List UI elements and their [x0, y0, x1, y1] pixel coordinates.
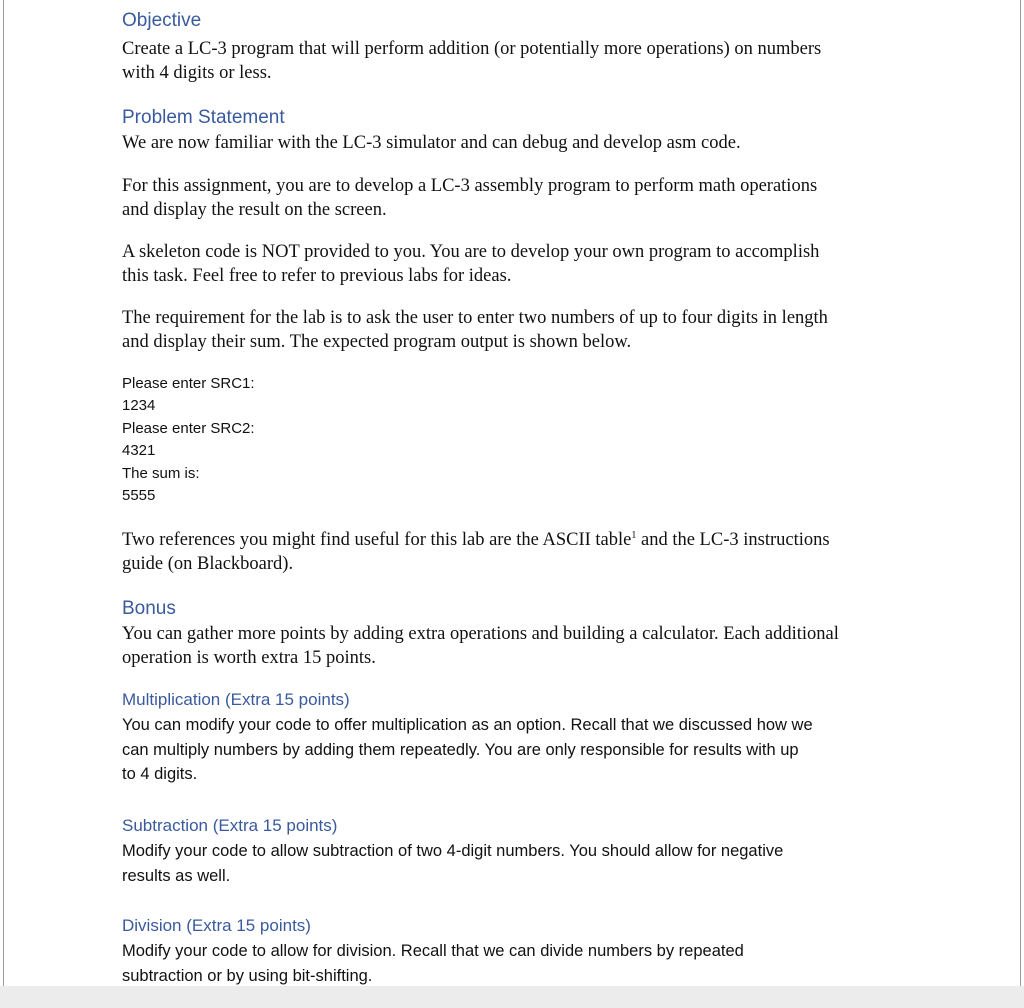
objective-line-1: Create a LC-3 program that will perform addition (or potentially more operations) on numbers — [122, 39, 822, 59]
multiplication-line-1: You can modify your code to offer multiplication as an option. Recall that we discussed how we — [122, 716, 813, 734]
problem-paragraph-1 — [122, 131, 912, 155]
references-paragraph — [122, 528, 912, 576]
bonus-line-2: operation is worth extra 15 points. — [122, 648, 376, 668]
division-line-2: subtraction or by using bit-shifting. — [122, 966, 373, 985]
objective-line-2: with 4 digits or less. — [122, 63, 272, 83]
problem-p2-line-2: and display the result on the screen. — [122, 200, 387, 220]
subtraction-line-2: results as well. — [122, 866, 231, 885]
multiplication-heading: Multiplication (Extra 15 points) — [122, 690, 350, 709]
division-paragraph — [122, 939, 912, 988]
division-heading: Division (Extra 15 points) — [122, 916, 311, 935]
bonus-paragraph — [122, 622, 912, 670]
sample-output-block — [122, 373, 255, 507]
multiplication-line-3: to 4 digits. — [122, 765, 198, 783]
references-text-b: and the LC-3 instructions — [636, 530, 830, 550]
problem-paragraph-2 — [122, 174, 912, 222]
division-line-1: Modify your code to allow for division. Recall that we can divide numbers by repeated — [122, 942, 744, 960]
problem-p4-line-2: and display their sum. The expected program output is shown below. — [122, 332, 632, 352]
objective-text — [122, 37, 912, 85]
references-line-2: guide (on Blackboard). — [122, 554, 294, 574]
sample-output-line: The sum is: — [122, 464, 200, 482]
footnote-marker: 1 — [631, 529, 637, 541]
bonus-line-1: You can gather more points by adding extra operations and building a calculator. Each additional — [122, 624, 839, 644]
problem-paragraph-3 — [122, 240, 912, 288]
sample-output-line: 1234 — [122, 397, 156, 415]
bonus-heading: Bonus — [122, 598, 176, 619]
sample-output-line: Please enter SRC1: — [122, 375, 255, 392]
subtraction-paragraph — [122, 839, 912, 888]
problem-p3-line-1: A skeleton code is NOT provided to you. You are to develop your own program to accomplish — [122, 242, 820, 262]
viewer-background — [0, 986, 1024, 1008]
subtraction-line-1: Modify your code to allow subtraction of two 4-digit numbers. You should allow for negative — [122, 842, 784, 860]
problem-statement-heading: Problem Statement — [122, 107, 285, 128]
sample-output-line: 5555 — [122, 487, 156, 505]
sample-output-line: 4321 — [122, 442, 156, 460]
problem-p1-line: We are now familiar with the LC-3 simulator and can debug and develop asm code. — [122, 133, 741, 153]
objective-heading: Objective — [122, 10, 202, 31]
sample-output-line: Please enter SRC2: — [122, 419, 255, 437]
problem-p4-line-1: The requirement for the lab is to ask the user to enter two numbers of up to four digits in length — [122, 308, 828, 328]
references-line-1 — [122, 528, 912, 552]
multiplication-line-2: can multiply numbers by adding them repeatedly. You are only responsible for results with up — [122, 740, 799, 759]
references-text-a: Two references you might find useful for this lab are the ASCII table — [122, 530, 632, 550]
problem-paragraph-4 — [122, 306, 912, 354]
problem-p3-line-2: this task. Feel free to refer to previous labs for ideas. — [122, 266, 512, 286]
multiplication-paragraph — [122, 713, 912, 787]
problem-p2-line-1: For this assignment, you are to develop a LC-3 assembly program to perform math operations — [122, 176, 818, 196]
subtraction-heading: Subtraction (Extra 15 points) — [122, 816, 338, 835]
